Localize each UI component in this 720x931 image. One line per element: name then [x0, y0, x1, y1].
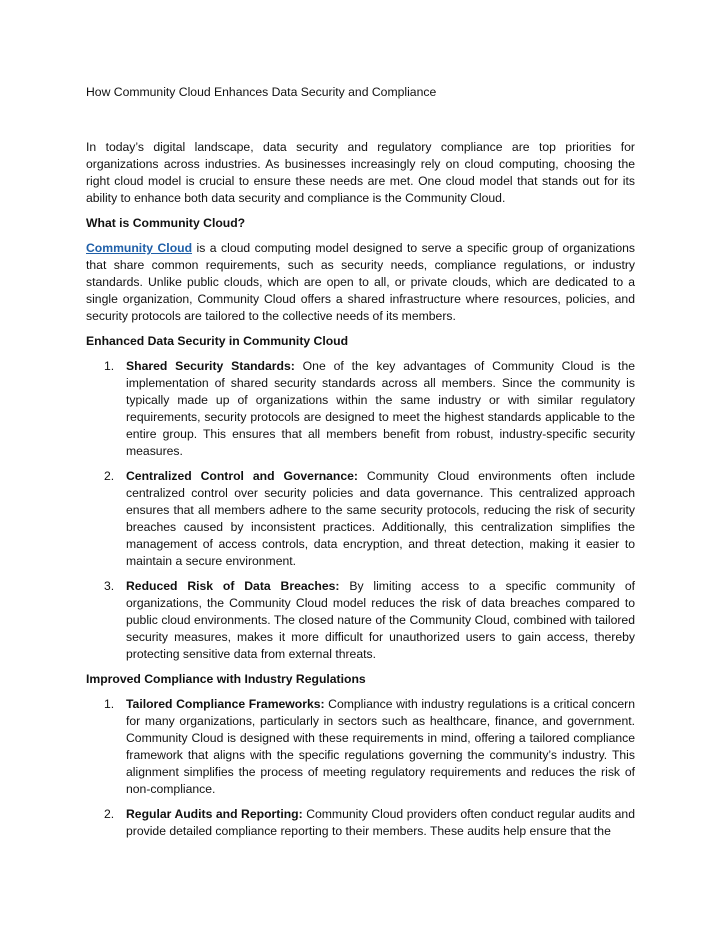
list-number: 2.: [104, 807, 115, 821]
list-item-text: One of the key advantages of Community Cloud is the implementation of shared security standards across all members. Since the community is typically made up of organizations within the same industry or with similar regulatory requirements, security protocols are designed to meet the highest standards applicable to the entire group. This ensures that all members benefit from robust, industry-specific security measures.: [126, 359, 635, 458]
list-number: 1.: [104, 359, 115, 373]
list-item: [86, 468, 635, 570]
definition-text: is a cloud computing model designed to serve a specific group of organizations that share common requirements, such as security needs, compliance regulations, or industry standards. Unlike public clouds, which are open to all, or private clouds, which are dedicated to a single organization, Community Cloud offers a shared infrastructure where resources, policies, and security protocols are tailored to the collective needs of its members.: [86, 241, 635, 323]
document-title: How Community Cloud Enhances Data Security and Compliance: [86, 85, 437, 99]
list-number: 3.: [104, 579, 115, 593]
list-item-term: Centralized Control and Governance:: [126, 469, 358, 483]
document-page: [86, 84, 635, 848]
definition-paragraph: [86, 240, 635, 325]
security-list: [86, 358, 635, 663]
list-item-term: Shared Security Standards:: [126, 359, 295, 373]
list-item-text: Community Cloud providers often conduct regular audits and provide detailed compliance reporting to their members. These audits help ensure that the: [126, 807, 635, 838]
list-item-text: By limiting access to a specific community of organizations, the Community Cloud model reduces the risk of data breaches compared to public cloud environments. The closed nature of the Community Cloud, combined with tailored security measures, makes it more difficult for unauthorized users to gain access, thereby protecting sensitive data from external threats.: [126, 579, 635, 661]
list-item: [86, 806, 635, 840]
intro-paragraph: In today’s digital landscape, data security and regulatory compliance are top priorities for organizations across industries. As businesses increasingly rely on cloud computing, choosing the right cloud model is crucial to ensure these needs are met. One cloud model that stands out for its ability to enhance both data security and compliance is the Community Cloud.: [86, 140, 635, 205]
list-item-text: Community Cloud environments often include centralized control over security policies and data governance. This centralized approach ensures that all members adhere to the same security protocols, reducing the risk of security breaches caused by inconsistent practices. Additionally, this centralization simplifies the management of access controls, data encryption, and threat detection, making it easier to maintain a secure environment.: [126, 469, 635, 568]
list-item-term: Regular Audits and Reporting:: [126, 807, 303, 821]
list-item: [86, 358, 635, 460]
section-heading-what-is: What is Community Cloud?: [86, 216, 246, 230]
section-heading-security: Enhanced Data Security in Community Cloud: [86, 334, 349, 348]
list-number: 2.: [104, 469, 115, 483]
list-item: [86, 696, 635, 798]
list-item-term: Reduced Risk of Data Breaches:: [126, 579, 340, 593]
list-item-term: Tailored Compliance Frameworks:: [126, 697, 325, 711]
compliance-list: [86, 696, 635, 840]
section-heading-compliance: Improved Compliance with Industry Regulations: [86, 672, 366, 686]
list-item: [86, 578, 635, 663]
list-number: 1.: [104, 697, 115, 711]
list-item-text: Compliance with industry regulations is a critical concern for many organizations, particularly in sectors such as healthcare, finance, and government. Community Cloud is designed with these requirements in mind, offering a tailored compliance framework that aligns with the specific regulations governing the community’s industry. This alignment simplifies the process of meeting regulatory requirements and reduces the risk of non-compliance.: [126, 697, 635, 796]
community-cloud-link[interactable]: Community Cloud: [86, 241, 193, 255]
